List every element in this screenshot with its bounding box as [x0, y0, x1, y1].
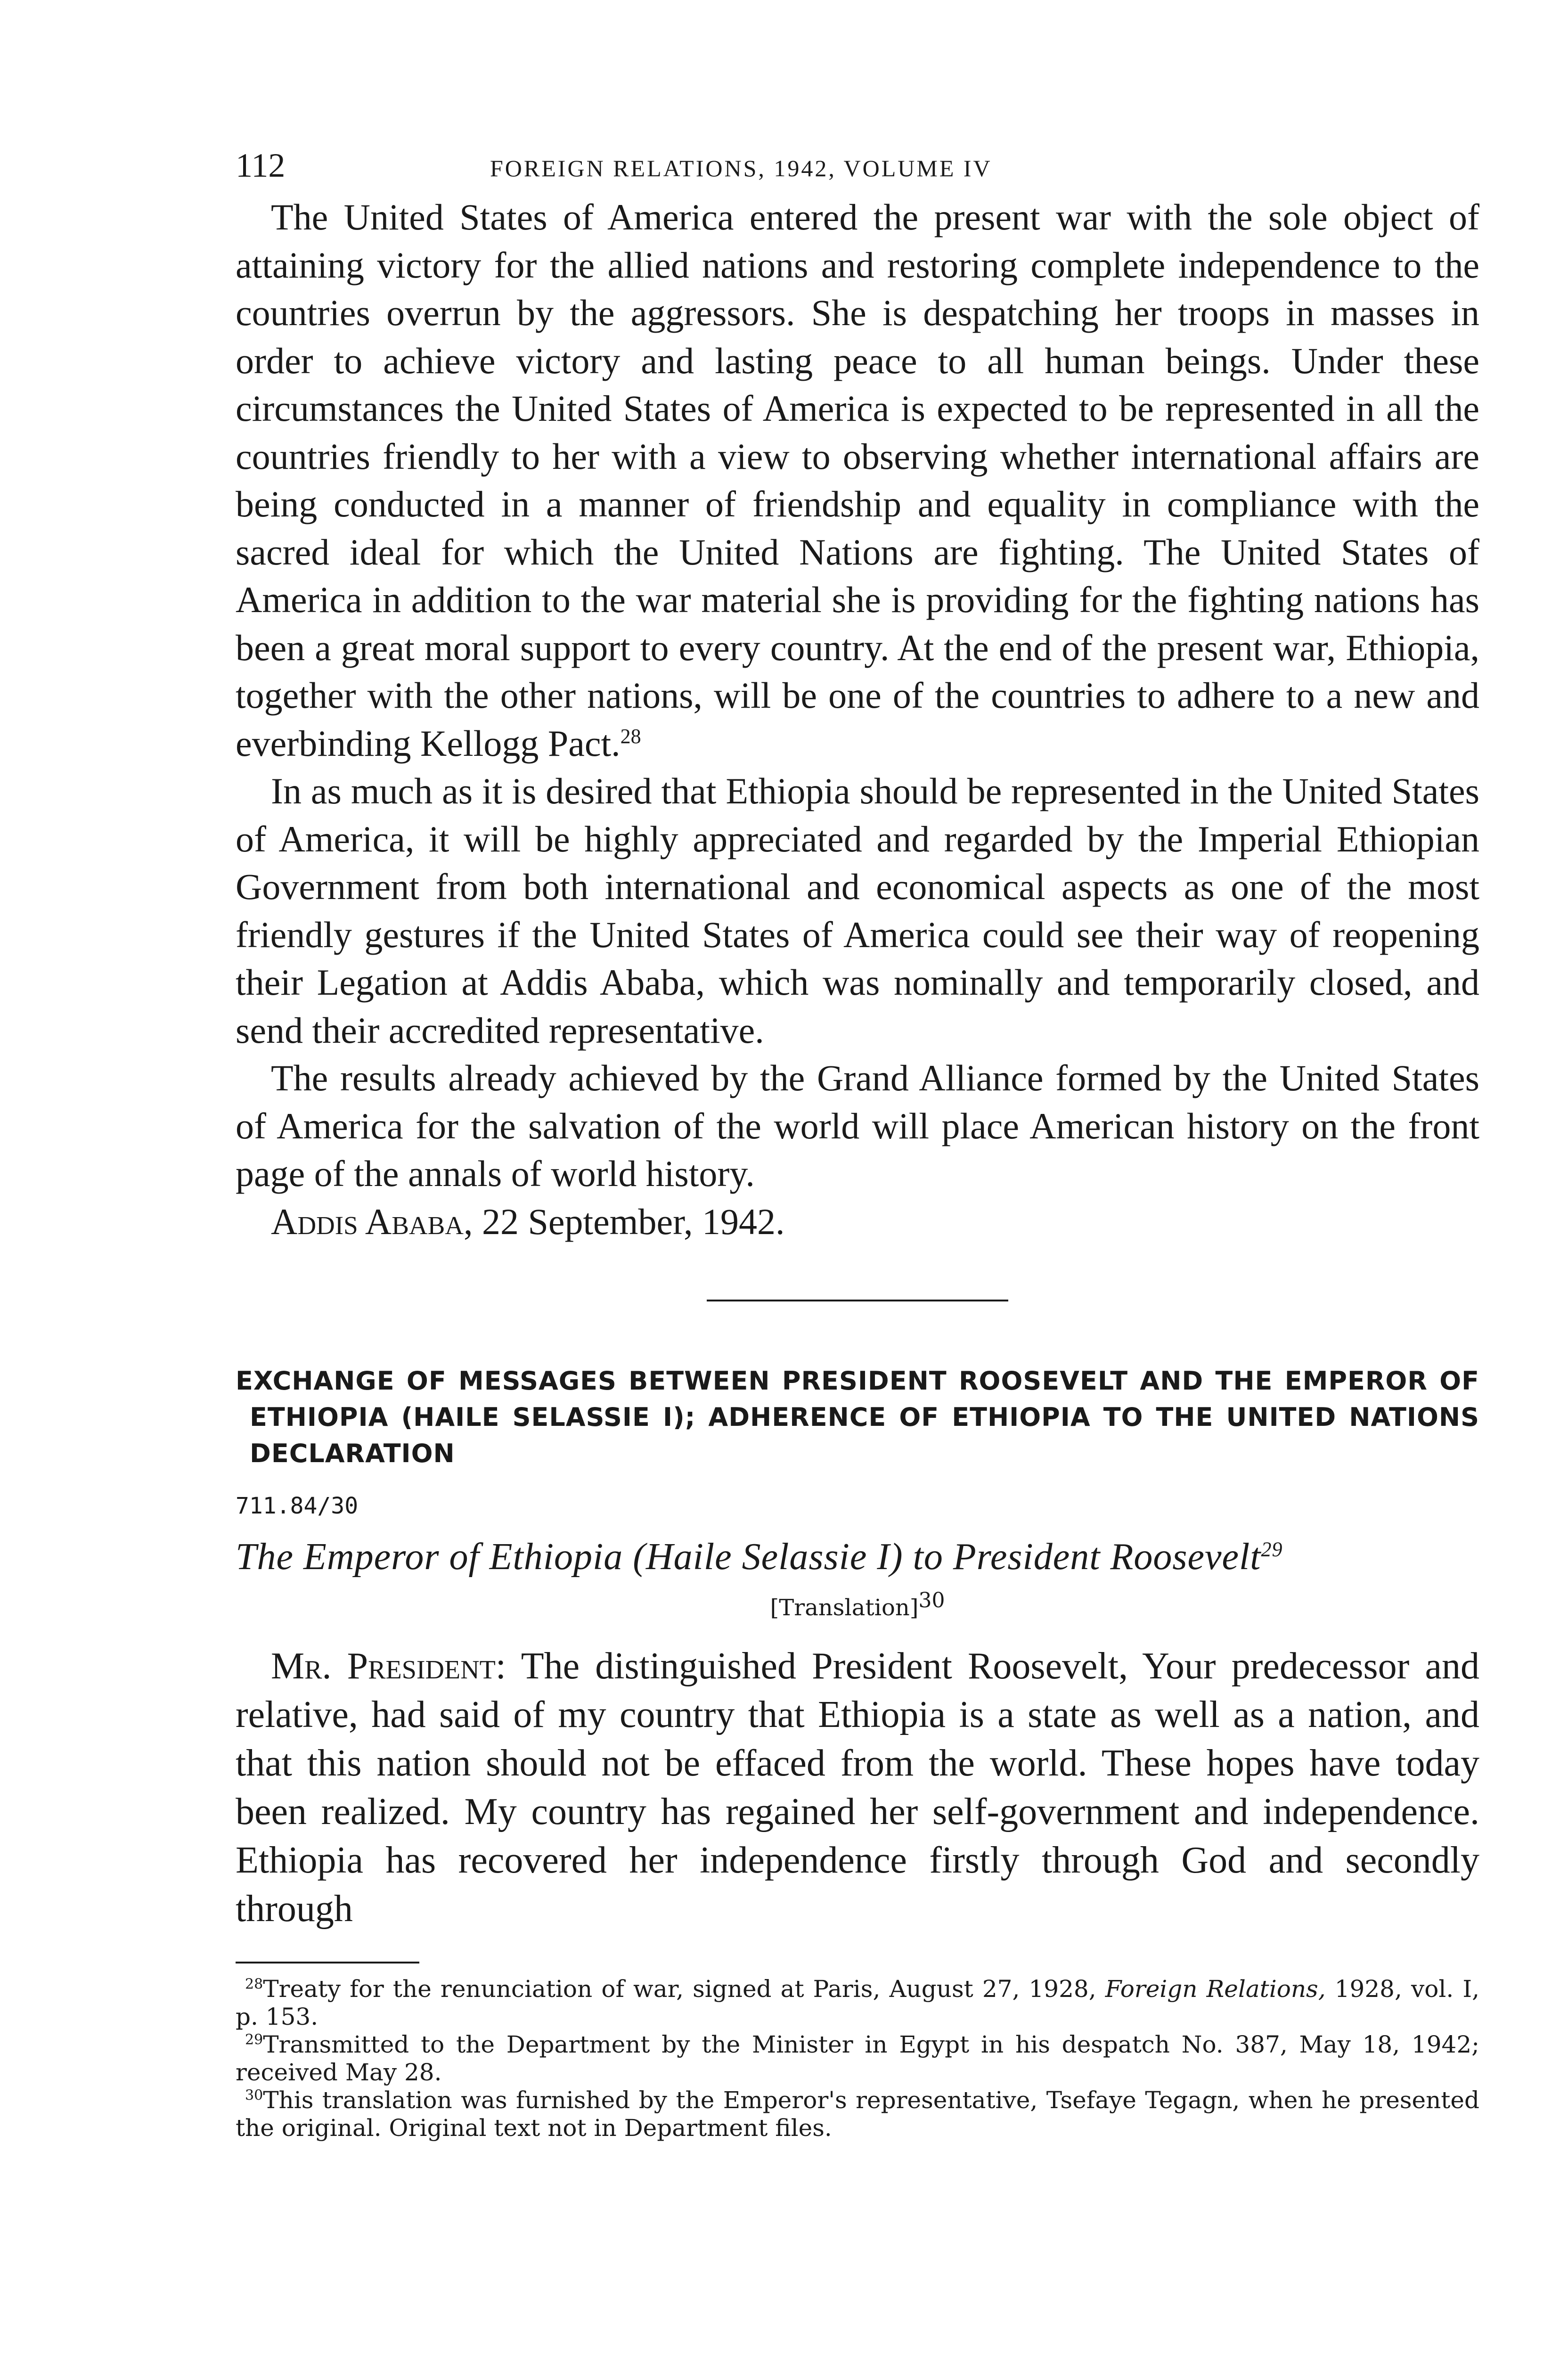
salutation: Mr. President: — [271, 1645, 506, 1687]
footnote-29 — [236, 2031, 1479, 2086]
footnotes — [236, 1975, 1479, 2142]
dateline-date: 22 September, 1942. — [482, 1201, 785, 1242]
footnote-28 — [236, 1975, 1479, 2031]
footnote-text: Transmitted to the Department by the Minister in Egypt in his despatch No. 387, May 18, 1942; received May 28. — [236, 2031, 1479, 2086]
footnote-mark: 30 — [245, 2087, 263, 2104]
memo-paragraph-1-text: The United States of America entered the present war with the sole object of attaining victory for the allied nations and restoring complete independence to the countries overrun by the aggressors. She is despatching her troops in masses in order to achieve victory and lasting peace to all human beings. Under these circumstances the United States of America is expected to be represented in all the countries friendly to her with a view to observing whether international affairs are being conducted in a manner of friendship and equality in compliance with the sacred ideal for which the United Nations are fighting. The United States of America in addition to the war material she is providing for the fighting nations has been a great moral support to every country. At the end of the present war, Ethiopia, together with the other nations, will be one of the countries to adhere to a new and everbinding Kellogg Pact. — [236, 196, 1479, 764]
memo-paragraph-2: In as much as it is desired that Ethiopia should be represented in the United States of America, it will be highly appreciated and regarded by the Imperial Ethiopian Government from both international and economical aspects as one of the most friendly gestures if the United States of America could see their way of reopening their Legation at Addis Ababa, which was nominally and temporarily closed, and send their accredited representative. — [236, 770, 1479, 1051]
footnote-ref-29: 29 — [1261, 1538, 1283, 1561]
footnote-italic: Foreign Relations, — [1105, 1975, 1326, 2003]
footnote-text-after: 1928, vol. I, p. 153. — [236, 1975, 1479, 2030]
memo-paragraph-3: The results already achieved by the Grand Alliance formed by the United States of America for the salvation of the world will place American history on the front page of the annals of world history. — [236, 1057, 1479, 1194]
footnote-ref-28: 28 — [620, 724, 641, 748]
letter-paragraph — [236, 1642, 1479, 1933]
running-head-title: FOREIGN RELATIONS, 1942, VOLUME IV — [490, 155, 992, 181]
footnote-rule — [236, 1962, 419, 1963]
document-title-part-1: The Emperor of Ethiopia ( — [236, 1536, 646, 1578]
footnote-text: This translation was furnished by the Emperor's representative, Tsefaye Tegagn, when he presented the original. Original text not in Department files. — [236, 2086, 1479, 2142]
dateline — [236, 1198, 1479, 1246]
page-number: 112 — [236, 147, 286, 184]
section-heading: EXCHANGE OF MESSAGES BETWEEN PRESIDENT ROOSEVELT AND THE EMPEROR OF ETHIOPIA (HAILE SELASSIE I); ADHERENCE OF ETHIOPIA TO THE UNITED NATIONS DECLARATION — [236, 1366, 1479, 1468]
memo-paragraph-1 — [236, 193, 1479, 767]
letter-text: The distinguished President Roosevelt, Your predecessor and relative, had said of my country that Ethiopia is a state as well as a nation, and that this nation should not be effaced from the world. These hopes have today been realized. My country has regained her self-government and independence. Ethiopia has recovered her independence firstly through God and secondly through — [236, 1645, 1479, 1930]
translation-label: [Translation] — [770, 1595, 919, 1621]
running-head — [236, 141, 1479, 193]
dateline-place: Addis Ababa, — [271, 1201, 473, 1242]
page-content — [236, 141, 1479, 2142]
memo-body — [236, 193, 1479, 1245]
translation-note — [236, 1588, 1479, 1621]
section-divider — [707, 1300, 1008, 1301]
footnote-30 — [236, 2086, 1479, 2142]
document-title-part-2: ) to President Roosevelt — [890, 1536, 1261, 1578]
document-title — [236, 1533, 1479, 1580]
footnote-ref-30: 30 — [918, 1588, 945, 1612]
footnote-mark: 28 — [245, 1976, 263, 1993]
file-number: 711.84/30 — [236, 1493, 359, 1519]
document-title-name: Haile Selassie I — [645, 1536, 890, 1578]
footnote-mark: 29 — [245, 2031, 263, 2048]
footnote-text: Treaty for the renunciation of war, signed at Paris, August 27, 1928, — [263, 1975, 1096, 2003]
